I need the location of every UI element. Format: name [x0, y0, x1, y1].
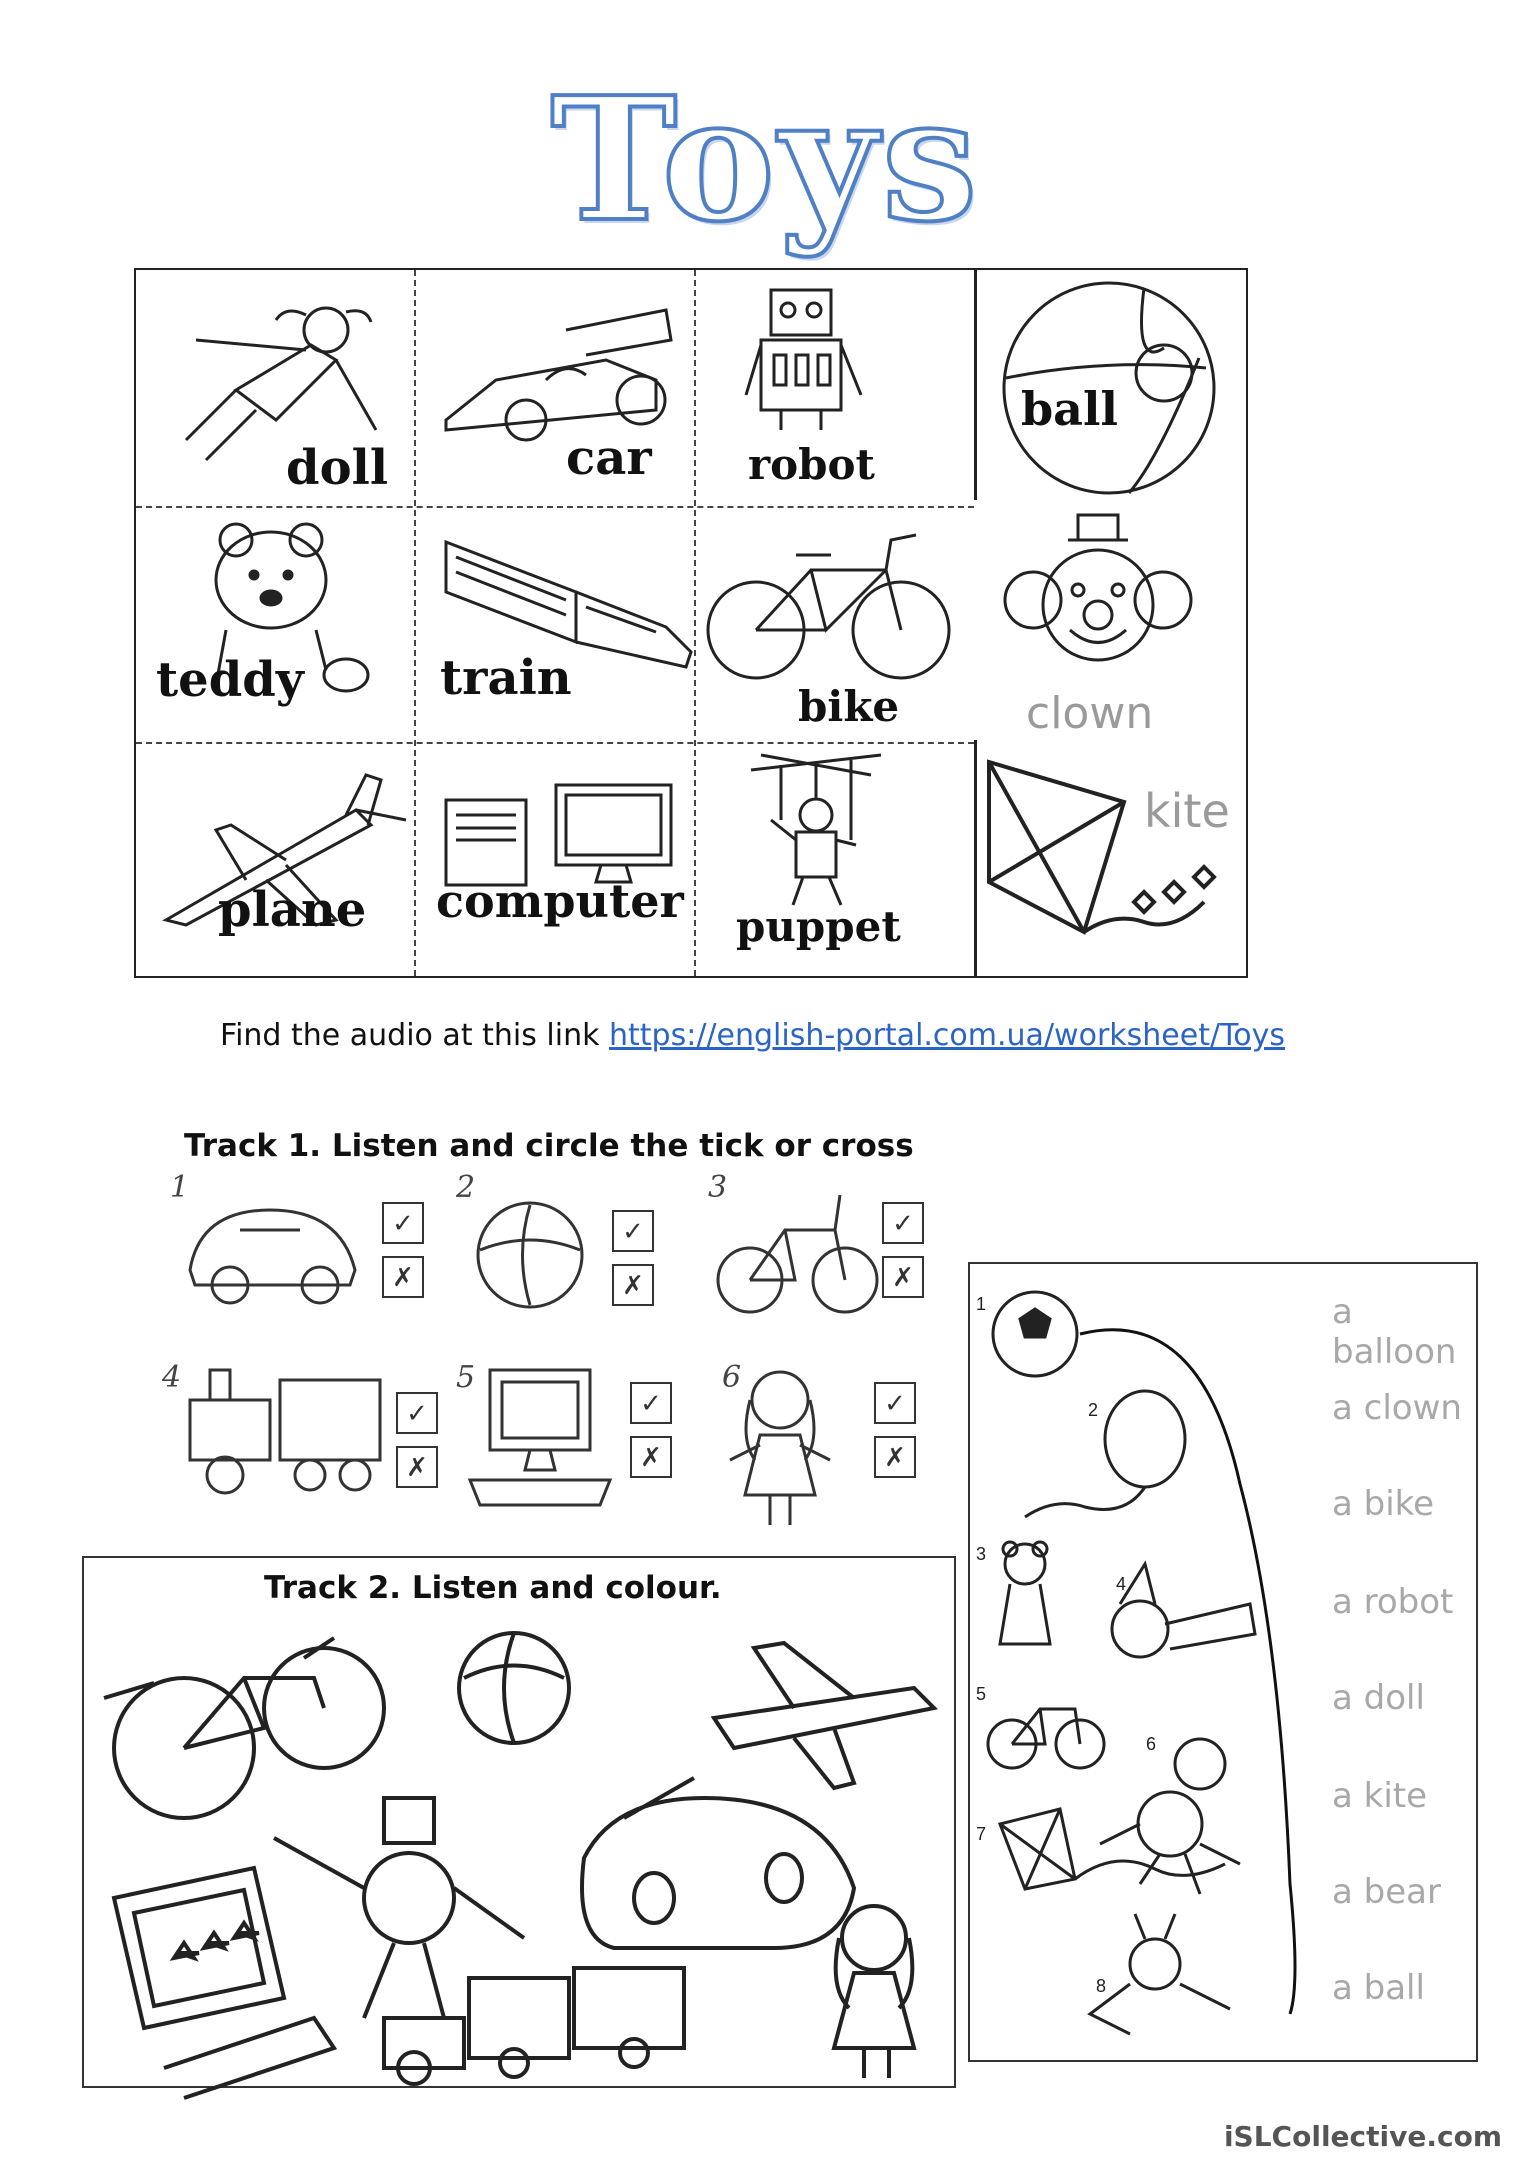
card-label-plane: plane	[218, 882, 367, 938]
teddy-bear-icon	[1000, 1542, 1050, 1644]
card-label-clown: clown	[1026, 688, 1154, 739]
match-number-2: 2	[1088, 1400, 1099, 1420]
track1-tick-box-1[interactable]: ✓	[382, 1202, 424, 1244]
audio-text: Find the audio at this link	[220, 1018, 609, 1053]
bicycle-icon	[104, 1638, 384, 1818]
track1-tick-box-3[interactable]: ✓	[882, 1202, 924, 1244]
track1-cross-box-4[interactable]: ✗	[396, 1446, 438, 1488]
match-number-7: 7	[976, 1824, 987, 1844]
track1-number-1: 1	[170, 1170, 190, 1205]
card-label-robot: robot	[748, 440, 875, 489]
track1-number-2: 2	[456, 1170, 476, 1205]
track1-tick-box-5[interactable]: ✓	[630, 1382, 672, 1424]
card-label-computer: computer	[436, 874, 684, 928]
doll-icon	[834, 1906, 914, 2078]
matching-pictures	[970, 1264, 1476, 2060]
robot-icon	[274, 1798, 524, 2018]
balloon-icon	[1025, 1391, 1185, 1517]
robot-icon	[736, 285, 896, 435]
track1-number-6: 6	[722, 1360, 742, 1395]
football-icon	[993, 1292, 1077, 1376]
card-label-car: car	[566, 430, 652, 486]
grid-divider	[136, 742, 974, 744]
doll-icon	[176, 290, 386, 460]
kite-icon	[984, 752, 1234, 952]
match-number-3: 3	[976, 1544, 987, 1564]
track1-cross-box-6[interactable]: ✗	[874, 1436, 916, 1478]
match-number-5: 5	[976, 1684, 987, 1704]
computer-icon	[114, 1868, 334, 2098]
grid-divider	[414, 270, 416, 976]
footer-watermark: iSLCollective.com	[1223, 2120, 1502, 2153]
track1-number-4: 4	[162, 1360, 182, 1395]
clown-icon	[1112, 1564, 1255, 1657]
audio-link[interactable]: https://english-portal.com.ua/worksheet/Toys	[609, 1018, 1286, 1053]
card-label-doll: doll	[286, 440, 389, 496]
track1-cross-box-5[interactable]: ✗	[630, 1436, 672, 1478]
clown-icon	[998, 510, 1198, 690]
match-word-2: a clown	[1332, 1388, 1462, 1428]
match-word-8: a ball	[1332, 1968, 1425, 2008]
matching-line	[1080, 1330, 1295, 2014]
track1-exercise	[160, 1170, 940, 1550]
bicycle-icon-small	[715, 1180, 885, 1320]
train-icon-small	[170, 1360, 390, 1500]
grid-divider	[974, 740, 977, 976]
puppet-icon	[741, 750, 891, 910]
race-car-icon	[436, 300, 686, 450]
coloring-picture	[94, 1598, 954, 2078]
track2-title: Track 2. Listen and colour.	[264, 1570, 722, 1606]
track1-cross-box-3[interactable]: ✗	[882, 1256, 924, 1298]
bicycle-icon	[988, 1709, 1104, 1768]
ball-icon	[470, 1200, 590, 1320]
computer-icon-small	[460, 1360, 620, 1540]
match-number-4: 4	[1116, 1574, 1127, 1594]
match-word-4: a robot	[1332, 1582, 1454, 1622]
match-number-6: 6	[1146, 1734, 1157, 1754]
audio-link-line	[220, 1018, 1285, 1053]
grid-divider	[136, 506, 974, 508]
card-label-ball: ball	[1021, 382, 1118, 436]
robot-icon	[1090, 1914, 1230, 2034]
flashcard-grid	[134, 268, 1248, 978]
track1-cross-box-2[interactable]: ✗	[612, 1264, 654, 1306]
match-word-3: a bike	[1332, 1484, 1435, 1524]
track1-tick-box-4[interactable]: ✓	[396, 1392, 438, 1434]
track1-number-3: 3	[708, 1170, 728, 1205]
doll-icon-small	[725, 1365, 835, 1535]
train-icon	[384, 1968, 684, 2084]
car-icon	[180, 1190, 360, 1310]
ball-icon	[459, 1633, 569, 1743]
bicycle-icon	[701, 530, 961, 680]
plane-icon	[714, 1643, 934, 1788]
track1-cross-box-1[interactable]: ✗	[382, 1256, 424, 1298]
track1-title: Track 1. Listen and circle the tick or cross	[184, 1128, 914, 1164]
track1-tick-box-2[interactable]: ✓	[612, 1210, 654, 1252]
track1-number-5: 5	[456, 1360, 476, 1395]
match-number-8: 8	[1096, 1976, 1107, 1996]
match-word-7: a bear	[1332, 1872, 1441, 1912]
card-label-teddy: teddy	[156, 652, 304, 708]
track2-coloring-box	[82, 1556, 956, 2088]
card-label-puppet: puppet	[736, 902, 901, 951]
matching-exercise	[968, 1262, 1478, 2062]
match-number-1: 1	[976, 1294, 987, 1314]
match-word-6: a kite	[1332, 1776, 1428, 1816]
grid-divider	[974, 270, 977, 500]
card-label-kite: kite	[1144, 784, 1230, 838]
doll-icon	[1100, 1739, 1240, 1894]
card-label-train: train	[440, 650, 572, 706]
card-label-bike: bike	[798, 682, 900, 731]
match-word-5: a doll	[1332, 1678, 1425, 1718]
car-icon	[582, 1778, 854, 1948]
match-word-1: a balloon	[1332, 1292, 1457, 1372]
track1-tick-box-6[interactable]: ✓	[874, 1382, 916, 1424]
page-title: Toys	[550, 60, 982, 260]
